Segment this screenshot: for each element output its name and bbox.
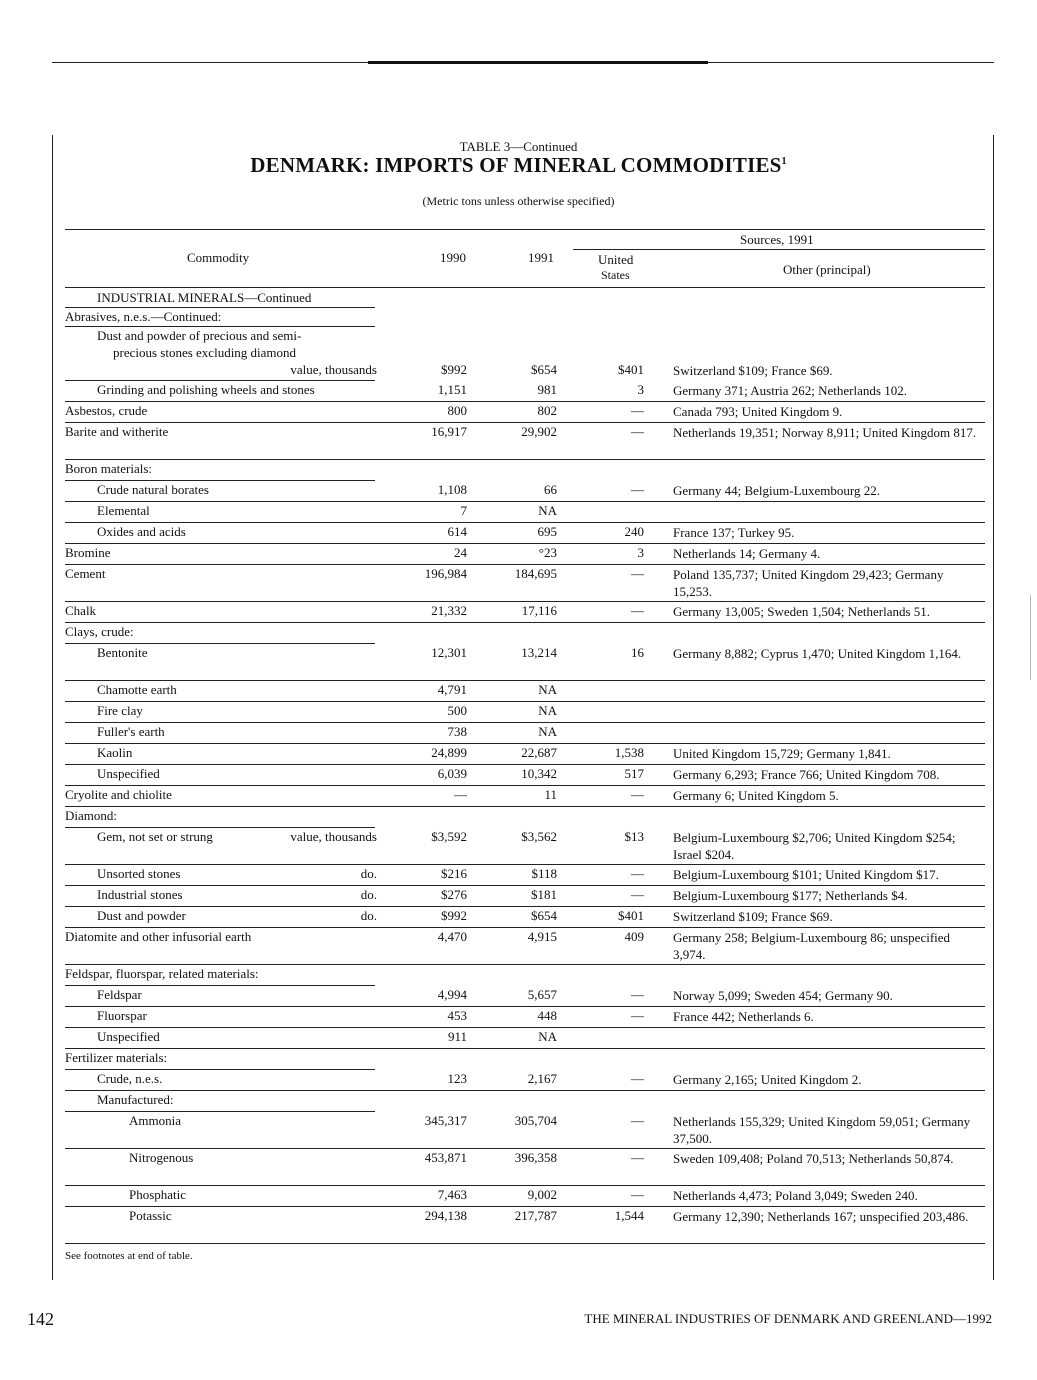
value-1991: $118 [531,866,557,881]
commodity-cell [65,966,377,982]
commodity-cell [65,1150,377,1166]
value-1990: $992 [441,908,467,923]
running-title: THE MINERAL INDUSTRIES OF DENMARK AND GREENLAND—1992 [584,1311,992,1326]
value-united-states: — [631,1187,644,1202]
value-1990: 24,899 [431,745,467,760]
commodity-cell [65,461,377,477]
value-1991: NA [538,682,557,697]
commodity-name: Fuller's earth [97,724,165,739]
value-1991: °23 [538,545,557,560]
value-united-states: — [631,787,644,802]
commodity-cell [65,328,377,344]
commodity-name: Kaolin [97,745,133,760]
value-1990: 7 [460,503,467,518]
commodity-cell [65,929,377,945]
header-sources: Sources, 1991 [740,232,814,247]
value-other-principal: Sweden 109,408; Poland 70,513; Netherlands 50,874. [673,1151,954,1166]
commodity-name: precious stones excluding diamond [113,345,297,360]
value-united-states: $401 [618,908,644,923]
value-1990: 453 [447,1008,467,1023]
table-row [0,423,1037,460]
commodity-cell [65,724,377,740]
value-1991: 5,657 [527,987,557,1002]
commodity-name: Chamotte earth [97,682,177,697]
table-row [0,765,1037,786]
commodity-name: Industrial stones [97,887,183,902]
table-row [0,1007,1037,1028]
commodity-cell [65,524,377,540]
value-other-principal: Germany 8,882; Cyprus 1,470; United Kingdom 1,164. [673,646,962,661]
commodity-name: Bentonite [97,645,148,660]
commodity-unit: do. [360,866,377,881]
value-1990: 7,463 [437,1187,467,1202]
commodity-cell [65,866,377,882]
value-1990: $3,592 [431,829,467,844]
commodity-cell [65,566,377,582]
value-1991: 11 [544,787,557,802]
commodity-name: Unsorted stones [97,866,181,881]
table-row [0,402,1037,423]
commodity-name: Dust and powder of precious and semi- [97,328,302,343]
value-1991: 13,214 [521,645,557,660]
value-other-principal: Poland 135,737; United Kingdom 29,423; Germany 15,253. [673,567,944,599]
table-row [0,702,1037,723]
value-1990: 12,301 [431,645,467,660]
value-1991: 981 [537,382,557,397]
value-1991: 305,704 [514,1113,557,1128]
value-united-states: 1,544 [614,1208,644,1223]
commodity-name: Unspecified [97,766,160,781]
value-1990: 1,108 [437,482,467,497]
value-united-states: — [631,1008,644,1023]
value-other-principal: Germany 2,165; United Kingdom 2. [673,1072,862,1087]
commodity-cell [65,603,377,619]
commodity-cell [65,1071,377,1087]
table-row [0,481,1037,502]
commodity-name: Chalk [65,603,97,618]
value-other-principal: Belgium-Luxembourg $101; United Kingdom $17. [673,867,939,882]
value-1990: 500 [447,703,467,718]
value-1991: 184,695 [514,566,557,581]
commodity-cell [65,1187,377,1203]
table-row [0,828,1037,865]
value-united-states: — [631,1150,644,1165]
value-united-states: — [631,1113,644,1128]
table-row [0,1091,1037,1112]
commodity-name: Feldspar, fluorspar, related materials: [65,966,259,981]
commodity-name: Clays, crude: [65,624,134,639]
value-united-states: — [631,603,644,618]
commodity-cell [65,345,377,361]
table-row [0,907,1037,928]
header-bottom-rule [65,287,985,288]
commodity-name: Barite and witherite [65,424,169,439]
value-united-states: 1,538 [614,745,644,760]
value-united-states: — [631,1071,644,1086]
value-other-principal: Netherlands 19,351; Norway 8,911; United Kingdom 817. [673,425,977,440]
value-1991: $181 [531,887,557,902]
value-1990: 1,151 [437,382,467,397]
value-other-principal: Norway 5,099; Sweden 454; Germany 90. [673,988,893,1003]
table-row [0,544,1037,565]
commodity-cell [65,682,377,698]
value-other-principal: Switzerland $109; France $69. [673,363,833,378]
commodity-cell [65,382,377,398]
value-other-principal: United Kingdom 15,729; Germany 1,841. [673,746,891,761]
commodity-cell [65,987,377,1003]
value-1991: 4,915 [527,929,557,944]
value-1990: 4,470 [437,929,467,944]
value-united-states: — [631,403,644,418]
row-rule [65,1243,985,1244]
value-1990: $992 [441,362,467,377]
value-other-principal: Germany 258; Belgium-Luxembourg 86; unspecified 3,974. [673,930,951,962]
value-united-states: 3 [637,545,644,560]
commodity-unit: value, thousands [290,362,377,377]
commodity-cell [65,1008,377,1024]
value-1990: 800 [447,403,467,418]
table-row [0,807,1037,828]
commodity-cell [65,1029,377,1045]
table-row [0,308,1037,327]
value-united-states: $13 [624,829,644,844]
page-number: 142 [27,1309,54,1329]
value-other-principal: Germany 12,390; Netherlands 167; unspecified 203,486. [673,1209,969,1224]
table-row [0,644,1037,681]
value-1991: 17,116 [521,603,557,618]
commodity-name: Crude, n.e.s. [97,1071,163,1086]
table-row [0,681,1037,702]
table-row [0,460,1037,481]
commodity-name: Manufactured: [97,1092,174,1107]
commodity-cell [65,624,377,640]
header-states: States [601,268,630,282]
value-1990: 123 [447,1071,467,1086]
table-row [0,565,1037,602]
table-row [0,1049,1037,1070]
table-row [0,502,1037,523]
value-1990: $276 [441,887,467,902]
commodity-cell [65,309,377,325]
value-1990: — [454,787,467,802]
value-1990: 4,994 [437,987,467,1002]
commodity-cell [65,403,377,419]
value-1990: 738 [447,724,467,739]
value-1990: 21,332 [431,603,467,618]
value-other-principal: Netherlands 155,329; United Kingdom 59,051; Germany 37,500. [673,1114,971,1146]
commodity-cell [65,703,377,719]
table-row [0,928,1037,965]
commodity-name: Cement [65,566,106,581]
commodity-cell [65,829,377,845]
commodity-name: Fire clay [97,703,143,718]
commodity-unit: do. [360,908,377,923]
commodity-name: Diamond: [65,808,117,823]
value-1990: 345,317 [424,1113,467,1128]
commodity-name: Diatomite and other infusorial earth [65,929,252,944]
table-row [0,786,1037,807]
value-1991: NA [538,1029,557,1044]
value-1991: 22,687 [521,745,557,760]
commodity-name: Potassic [129,1208,172,1223]
value-other-principal: Canada 793; United Kingdom 9. [673,404,843,419]
commodity-name: Fertilizer materials: [65,1050,168,1065]
table-row [0,1028,1037,1049]
table-row [0,327,1037,344]
table-row [0,381,1037,402]
value-1991: 29,902 [521,424,557,439]
commodity-name: Bromine [65,545,111,560]
commodity-name: Oxides and acids [97,524,186,539]
value-united-states: 517 [624,766,644,781]
table-row [0,1149,1037,1186]
commodity-cell [65,745,377,761]
value-1991: 2,167 [527,1071,557,1086]
commodity-cell [65,1050,377,1066]
commodity-cell [65,766,377,782]
value-united-states: — [631,866,644,881]
value-1991: 802 [537,403,557,418]
table-title [0,153,1037,178]
value-1990: 24 [454,545,467,560]
table-row [0,865,1037,886]
header-united: United [598,252,634,267]
table-row [0,289,1037,308]
value-united-states: 16 [631,645,644,660]
value-other-principal: Germany 6,293; France 766; United Kingdom 708. [673,767,940,782]
value-other-principal: Belgium-Luxembourg $177; Netherlands $4. [673,888,908,903]
value-1991: $654 [531,908,557,923]
value-1991: 10,342 [521,766,557,781]
value-united-states: — [631,887,644,902]
value-other-principal: Germany 371; Austria 262; Netherlands 102. [673,383,907,398]
commodity-name: Unspecified [97,1029,160,1044]
commodity-cell [65,290,377,306]
value-other-principal: Belgium-Luxembourg $2,706; United Kingdom $254; Israel $204. [673,830,956,862]
value-united-states: — [631,987,644,1002]
commodity-name: Nitrogenous [129,1150,194,1165]
table-subtitle: (Metric tons unless otherwise specified) [422,194,615,208]
commodity-name: Feldspar [97,987,142,1002]
table-row [0,986,1037,1007]
commodity-cell [65,1092,377,1108]
commodity-cell [65,1208,377,1224]
value-other-principal: France 137; Turkey 95. [673,525,795,540]
value-united-states: — [631,424,644,439]
commodity-cell [65,545,377,561]
table-row [0,744,1037,765]
commodity-cell [65,1113,377,1129]
header-1991: 1991 [528,250,554,265]
value-1991: 217,787 [514,1208,557,1223]
value-1991: NA [538,724,557,739]
value-1990: 453,871 [424,1150,467,1165]
value-1991: $654 [531,362,557,377]
value-1990: 196,984 [424,566,467,581]
value-1991: NA [538,503,557,518]
value-1991: 695 [537,524,557,539]
value-united-states: — [631,566,644,581]
value-1991: $3,562 [521,829,557,844]
commodity-name: Abrasives, n.e.s.—Continued: [65,309,222,324]
commodity-name: Asbestos, crude [65,403,148,418]
table-row [0,886,1037,907]
value-1991: NA [538,703,557,718]
value-other-principal: Netherlands 14; Germany 4. [673,546,821,561]
commodity-name: Elemental [97,503,150,518]
table-row [0,1186,1037,1207]
value-other-principal: Germany 13,005; Sweden 1,504; Netherlands 51. [673,604,931,619]
value-1990: $216 [441,866,467,881]
table-row [0,1112,1037,1149]
commodity-name: Cryolite and chiolite [65,787,172,802]
value-other-principal: France 442; Netherlands 6. [673,1009,814,1024]
commodity-unit: value, thousands [290,829,377,844]
commodity-unit: do. [360,887,377,902]
value-1990: 294,138 [424,1208,467,1223]
commodity-name: Phosphatic [129,1187,187,1202]
commodity-name: Boron materials: [65,461,153,476]
value-1991: 9,002 [527,1187,557,1202]
value-1991: 396,358 [514,1150,557,1165]
value-united-states: — [631,482,644,497]
commodity-cell [65,808,377,824]
value-1990: 6,039 [437,766,467,781]
table-row [0,361,1037,381]
header-sources-rule [573,249,985,250]
table-row [0,1207,1037,1244]
table-row [0,523,1037,544]
table-label: TABLE 3—Continued [459,139,578,154]
footnote-reference: See footnotes at end of table. [65,1250,193,1262]
table-title-text: DENMARK: IMPORTS OF MINERAL COMMODITIES [250,153,782,177]
value-united-states: 3 [637,382,644,397]
commodity-name: Fluorspar [97,1008,147,1023]
value-united-states: 240 [624,524,644,539]
table-row [0,602,1037,623]
top-rule-accent [368,61,708,64]
commodity-cell [65,503,377,519]
commodity-name: Crude natural borates [97,482,209,497]
header-commodity: Commodity [187,250,250,265]
value-united-states: $401 [618,362,644,377]
value-other-principal: Netherlands 4,473; Poland 3,049; Sweden 240. [673,1188,918,1203]
value-1990: 614 [447,524,467,539]
table-row [0,965,1037,986]
header-top-rule [65,229,985,230]
commodity-name: Dust and powder [97,908,186,923]
value-1991: 66 [544,482,557,497]
header-1990: 1990 [440,250,466,265]
value-united-states: 409 [624,929,644,944]
commodity-name: Gem, not set or strung [97,829,213,844]
commodity-cell [65,645,377,661]
value-other-principal: Germany 6; United Kingdom 5. [673,788,839,803]
commodity-name: Ammonia [129,1113,181,1128]
value-1991: 448 [537,1008,557,1023]
value-1990: 911 [447,1029,467,1044]
commodity-cell [65,787,377,803]
value-other-principal: Switzerland $109; France $69. [673,909,833,924]
table-row [0,1070,1037,1091]
commodity-name: INDUSTRIAL MINERALS—Continued [97,290,312,305]
header-other: Other (principal) [783,262,871,277]
commodity-cell [65,908,377,924]
value-1990: 4,791 [437,682,467,697]
title-footnote-marker: 1 [781,156,787,167]
commodity-cell [65,887,377,903]
value-1990: 16,917 [431,424,467,439]
commodity-cell [65,482,377,498]
commodity-cell [65,424,377,440]
table-row [0,344,1037,361]
commodity-name: Grinding and polishing wheels and stones [97,382,315,397]
value-other-principal: Germany 44; Belgium-Luxembourg 22. [673,483,881,498]
table-row [0,723,1037,744]
table-row [0,623,1037,644]
